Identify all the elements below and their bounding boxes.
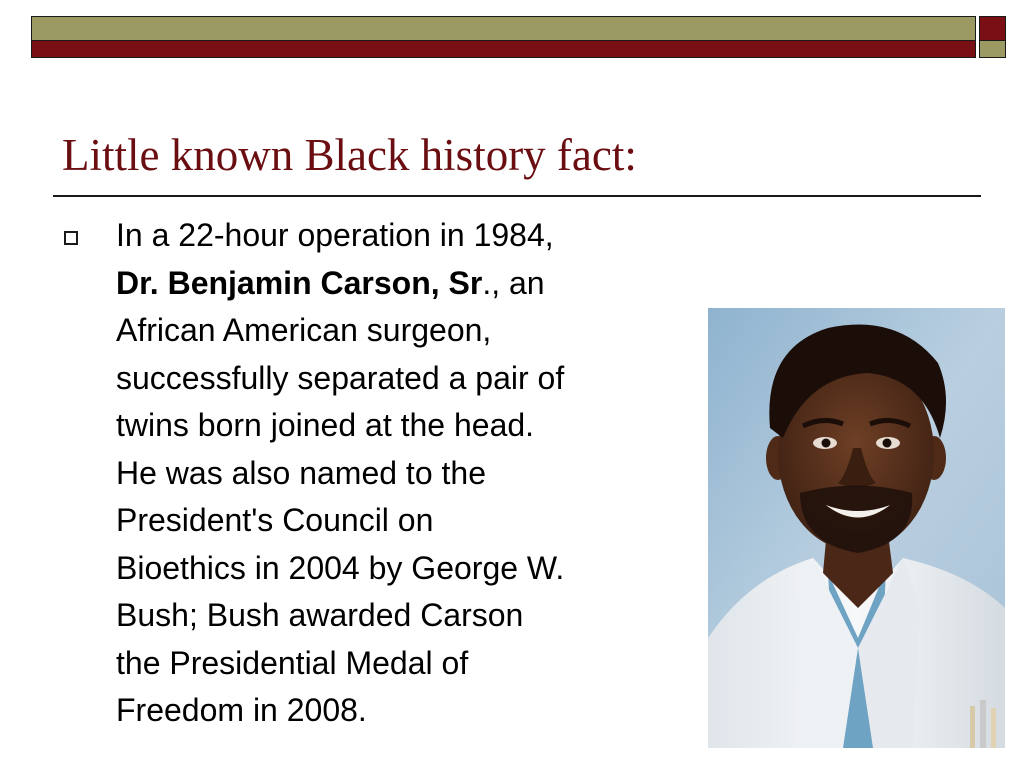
bullet-line: He was also named to the [116, 454, 486, 491]
bullet-line: the Presidential Medal of [116, 644, 469, 681]
bullet-line: President's Council on [116, 502, 434, 538]
bullet-line: In a 22-hour operation in 1984, [116, 217, 554, 253]
slide-title: Little known Black history fact: [62, 130, 637, 180]
person-name: Dr. Benjamin Carson, Sr [116, 264, 483, 301]
title-divider [53, 195, 981, 197]
band-maroon-bar [31, 41, 976, 58]
band-olive-bar [31, 16, 976, 41]
bullet-line [116, 260, 701, 308]
bullet-line: twins born joined at the head. [116, 407, 535, 443]
bullet-line: Bioethics in 2004 by George W. [116, 549, 565, 586]
bullet-line: Bush; Bush awarded Carson [116, 597, 524, 633]
band-olive-square [979, 41, 1006, 58]
header-decoration-band [31, 16, 1006, 59]
portrait-photo [708, 308, 1005, 748]
bullet-line: successfully separated a pair of [116, 359, 565, 396]
square-bullet-icon [64, 231, 78, 245]
bullet-line: Freedom in 2008. [116, 692, 367, 728]
bullet-line: African American surgeon, [116, 312, 492, 348]
name-tail: ., an [482, 264, 545, 301]
bullet-text [116, 212, 701, 735]
band-maroon-square [979, 16, 1006, 41]
